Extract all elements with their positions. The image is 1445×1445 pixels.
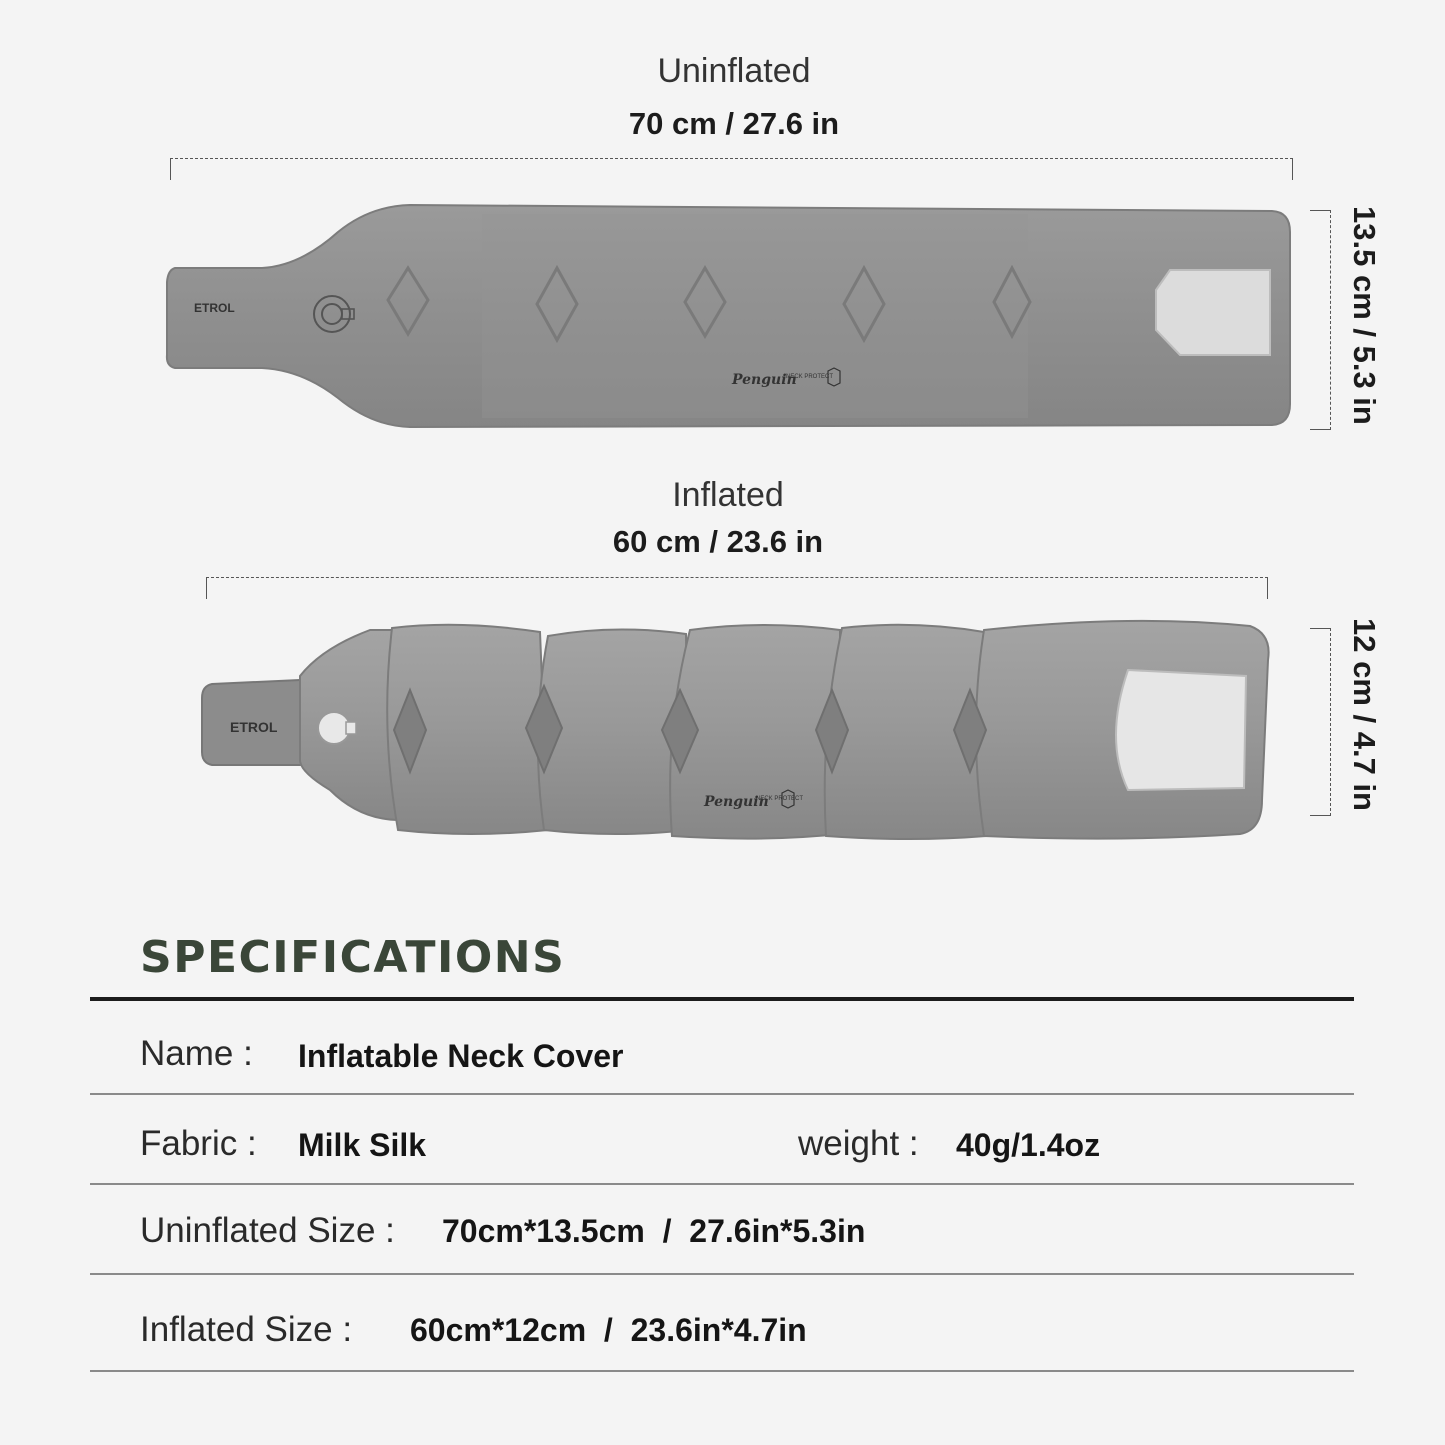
uninflated-height-label: 13.5 cm / 5.3 in	[1347, 206, 1382, 425]
inflated-title: Inflated	[672, 476, 784, 514]
inflated-length-label: 60 cm / 23.6 in	[612, 524, 824, 559]
row-divider	[90, 1273, 1354, 1275]
spec-name-value: Inflatable Neck Cover	[298, 1038, 624, 1074]
spec-uninflated-size-value: 70cm*13.5cm / 27.6in*5.3in	[442, 1213, 866, 1249]
row-divider	[90, 1093, 1354, 1095]
row-divider	[90, 1183, 1354, 1185]
velcro-patch-inflated	[1116, 670, 1246, 790]
brand-label-inflated: ETROL	[230, 719, 278, 735]
spec-weight-value: 40g/1.4oz	[956, 1127, 1101, 1163]
velcro-patch	[1156, 270, 1270, 355]
row-divider	[90, 1370, 1354, 1372]
penguin-logo-sub-inflated: NECK PROTECT	[756, 796, 804, 802]
spec-fabric-label: Fabric :	[140, 1124, 257, 1163]
brand-label-uninflated: ETROL	[194, 301, 235, 315]
specifications-divider	[90, 997, 1354, 1001]
spec-weight-label: weight :	[798, 1124, 919, 1163]
uninflated-length-label: 70 cm / 27.6 in	[628, 106, 840, 141]
specifications-title: SPECIFICATIONS	[140, 932, 566, 983]
penguin-logo-sub-uninflated: NECK PROTECT	[786, 374, 834, 380]
spec-uninflated-size-label: Uninflated Size :	[140, 1211, 395, 1250]
penguin-logo-inflated: Penguin	[704, 794, 769, 810]
uninflated-neck-cover	[167, 205, 1290, 427]
penguin-logo-uninflated: Penguin	[732, 372, 797, 388]
spec-inflated-size-label: Inflated Size :	[140, 1310, 353, 1349]
spec-name-label: Name :	[140, 1034, 253, 1073]
spec-fabric-value: Milk Silk	[298, 1127, 427, 1163]
inflated-height-label: 12 cm / 4.7 in	[1347, 618, 1382, 811]
uninflated-title: Uninflated	[657, 52, 811, 90]
spec-inflated-size-value: 60cm*12cm / 23.6in*4.7in	[410, 1312, 807, 1348]
